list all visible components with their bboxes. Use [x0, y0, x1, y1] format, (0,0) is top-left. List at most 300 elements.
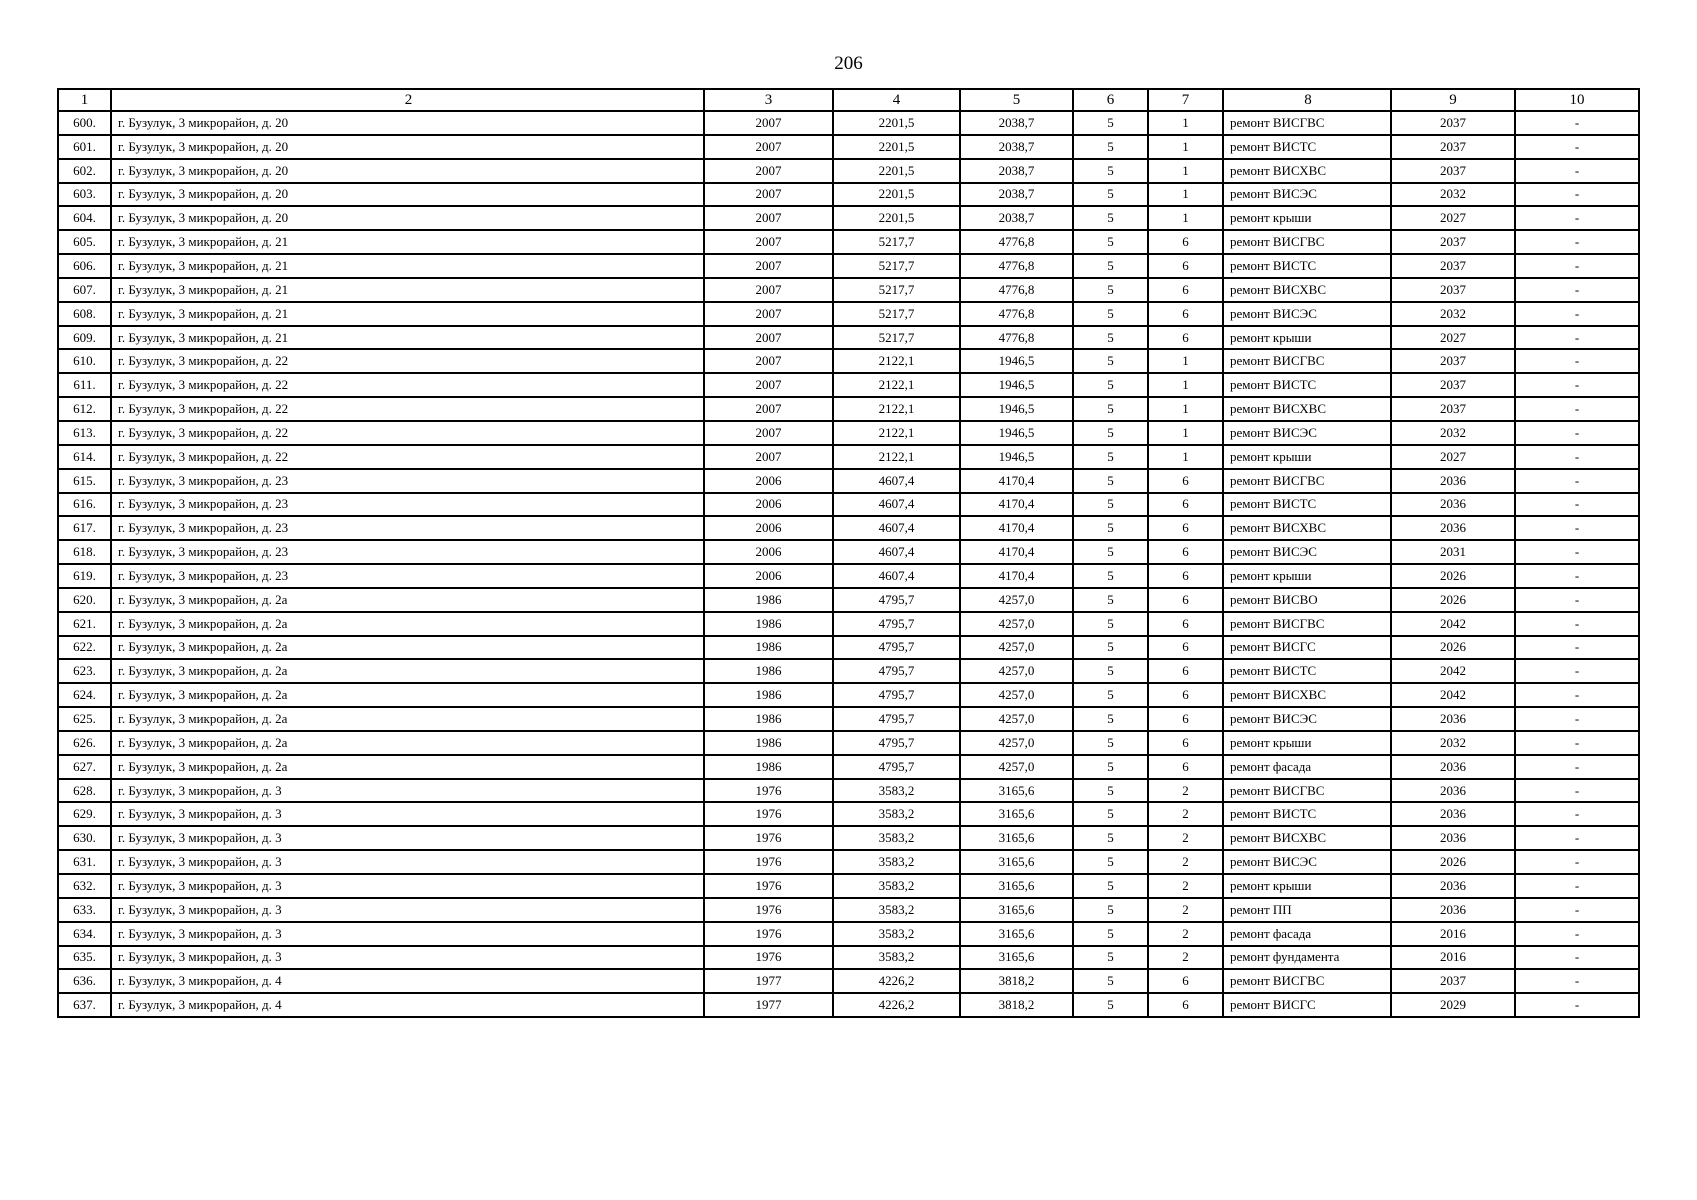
address-cell: г. Бузулук, 3 микрорайон, д. 3 [111, 874, 704, 898]
total-area-cell: 5217,7 [833, 278, 960, 302]
entrances-cell: 2 [1148, 850, 1223, 874]
living-area-cell: 4776,8 [960, 278, 1073, 302]
entrances-cell: 6 [1148, 707, 1223, 731]
note-cell: - [1515, 731, 1639, 755]
planned-year-cell: 2037 [1391, 111, 1515, 135]
table-row [58, 898, 1639, 922]
table-row [58, 922, 1639, 946]
entrances-cell: 6 [1148, 278, 1223, 302]
floors-cell: 5 [1073, 969, 1148, 993]
floors-cell: 5 [1073, 373, 1148, 397]
planned-year-cell: 2032 [1391, 183, 1515, 207]
living-area-cell: 1946,5 [960, 397, 1073, 421]
total-area-cell: 2122,1 [833, 445, 960, 469]
table-row [58, 540, 1639, 564]
floors-cell: 5 [1073, 421, 1148, 445]
work-type-cell: ремонт крыши [1223, 874, 1391, 898]
build-year-cell: 1986 [704, 731, 833, 755]
work-type-cell: ремонт ВИСЭС [1223, 850, 1391, 874]
total-area-cell: 5217,7 [833, 230, 960, 254]
total-area-cell: 2201,5 [833, 183, 960, 207]
build-year-cell: 2006 [704, 540, 833, 564]
floors-cell: 5 [1073, 874, 1148, 898]
note-cell: - [1515, 946, 1639, 970]
build-year-cell: 2006 [704, 564, 833, 588]
table-row [58, 564, 1639, 588]
table-row [58, 183, 1639, 207]
address-cell: г. Бузулук, 3 микрорайон, д. 23 [111, 493, 704, 517]
entrances-cell: 1 [1148, 397, 1223, 421]
living-area-cell: 4257,0 [960, 731, 1073, 755]
work-type-cell: ремонт ВИСТС [1223, 135, 1391, 159]
address-cell: г. Бузулук, 3 микрорайон, д. 3 [111, 898, 704, 922]
row-number-cell: 616. [58, 493, 111, 517]
planned-year-cell: 2036 [1391, 898, 1515, 922]
living-area-cell: 2038,7 [960, 159, 1073, 183]
row-number-cell: 624. [58, 683, 111, 707]
address-cell: г. Бузулук, 3 микрорайон, д. 22 [111, 397, 704, 421]
note-cell: - [1515, 254, 1639, 278]
build-year-cell: 2007 [704, 159, 833, 183]
work-type-cell: ремонт ВИСГВС [1223, 779, 1391, 803]
column-header: 1 [58, 89, 111, 111]
total-area-cell: 3583,2 [833, 922, 960, 946]
entrances-cell: 6 [1148, 254, 1223, 278]
row-number-cell: 632. [58, 874, 111, 898]
build-year-cell: 2006 [704, 493, 833, 517]
entrances-cell: 2 [1148, 874, 1223, 898]
work-type-cell: ремонт крыши [1223, 206, 1391, 230]
entrances-cell: 6 [1148, 731, 1223, 755]
row-number-cell: 625. [58, 707, 111, 731]
planned-year-cell: 2026 [1391, 588, 1515, 612]
living-area-cell: 2038,7 [960, 111, 1073, 135]
address-cell: г. Бузулук, 3 микрорайон, д. 3 [111, 922, 704, 946]
address-cell: г. Бузулук, 3 микрорайон, д. 22 [111, 373, 704, 397]
entrances-cell: 1 [1148, 183, 1223, 207]
build-year-cell: 2007 [704, 373, 833, 397]
total-area-cell: 2122,1 [833, 349, 960, 373]
entrances-cell: 1 [1148, 206, 1223, 230]
build-year-cell: 2007 [704, 421, 833, 445]
table-row [58, 326, 1639, 350]
address-cell: г. Бузулук, 3 микрорайон, д. 2а [111, 659, 704, 683]
entrances-cell: 6 [1148, 493, 1223, 517]
total-area-cell: 4795,7 [833, 612, 960, 636]
build-year-cell: 2007 [704, 183, 833, 207]
note-cell: - [1515, 326, 1639, 350]
living-area-cell: 3818,2 [960, 993, 1073, 1017]
living-area-cell: 1946,5 [960, 373, 1073, 397]
note-cell: - [1515, 540, 1639, 564]
build-year-cell: 1976 [704, 850, 833, 874]
address-cell: г. Бузулук, 3 микрорайон, д. 20 [111, 159, 704, 183]
row-number-cell: 602. [58, 159, 111, 183]
table-row [58, 612, 1639, 636]
work-type-cell: ремонт фасада [1223, 922, 1391, 946]
build-year-cell: 1986 [704, 707, 833, 731]
total-area-cell: 2122,1 [833, 373, 960, 397]
build-year-cell: 1977 [704, 969, 833, 993]
planned-year-cell: 2037 [1391, 254, 1515, 278]
floors-cell: 5 [1073, 588, 1148, 612]
floors-cell: 5 [1073, 183, 1148, 207]
row-number-cell: 615. [58, 469, 111, 493]
note-cell: - [1515, 421, 1639, 445]
address-cell: г. Бузулук, 3 микрорайон, д. 2а [111, 707, 704, 731]
row-number-cell: 626. [58, 731, 111, 755]
note-cell: - [1515, 159, 1639, 183]
note-cell: - [1515, 564, 1639, 588]
planned-year-cell: 2042 [1391, 683, 1515, 707]
work-type-cell: ремонт ВИСХВС [1223, 516, 1391, 540]
total-area-cell: 3583,2 [833, 946, 960, 970]
entrances-cell: 2 [1148, 779, 1223, 803]
build-year-cell: 1986 [704, 588, 833, 612]
table-row [58, 850, 1639, 874]
note-cell: - [1515, 707, 1639, 731]
work-type-cell: ремонт ВИСЭС [1223, 302, 1391, 326]
table-row [58, 993, 1639, 1017]
row-number-cell: 629. [58, 802, 111, 826]
planned-year-cell: 2032 [1391, 421, 1515, 445]
table-row [58, 969, 1639, 993]
table-row [58, 373, 1639, 397]
build-year-cell: 1986 [704, 659, 833, 683]
planned-year-cell: 2036 [1391, 755, 1515, 779]
build-year-cell: 2006 [704, 469, 833, 493]
work-type-cell: ремонт ВИСТС [1223, 493, 1391, 517]
column-header: 9 [1391, 89, 1515, 111]
floors-cell: 5 [1073, 397, 1148, 421]
note-cell: - [1515, 230, 1639, 254]
planned-year-cell: 2036 [1391, 469, 1515, 493]
note-cell: - [1515, 874, 1639, 898]
column-header: 8 [1223, 89, 1391, 111]
table-row [58, 588, 1639, 612]
note-cell: - [1515, 826, 1639, 850]
total-area-cell: 2201,5 [833, 111, 960, 135]
page-number: 206 [834, 53, 863, 74]
address-cell: г. Бузулук, 3 микрорайон, д. 3 [111, 826, 704, 850]
address-cell: г. Бузулук, 3 микрорайон, д. 22 [111, 349, 704, 373]
entrances-cell: 6 [1148, 516, 1223, 540]
living-area-cell: 3165,6 [960, 922, 1073, 946]
living-area-cell: 4776,8 [960, 326, 1073, 350]
build-year-cell: 1976 [704, 826, 833, 850]
total-area-cell: 3583,2 [833, 850, 960, 874]
total-area-cell: 4607,4 [833, 493, 960, 517]
floors-cell: 5 [1073, 445, 1148, 469]
row-number-cell: 623. [58, 659, 111, 683]
floors-cell: 5 [1073, 135, 1148, 159]
build-year-cell: 1976 [704, 946, 833, 970]
table-row [58, 135, 1639, 159]
total-area-cell: 2201,5 [833, 206, 960, 230]
address-cell: г. Бузулук, 3 микрорайон, д. 23 [111, 540, 704, 564]
column-header: 4 [833, 89, 960, 111]
living-area-cell: 4170,4 [960, 469, 1073, 493]
living-area-cell: 4257,0 [960, 612, 1073, 636]
work-type-cell: ремонт ПП [1223, 898, 1391, 922]
floors-cell: 5 [1073, 898, 1148, 922]
floors-cell: 5 [1073, 683, 1148, 707]
note-cell: - [1515, 636, 1639, 660]
entrances-cell: 6 [1148, 540, 1223, 564]
build-year-cell: 2007 [704, 445, 833, 469]
table-row [58, 802, 1639, 826]
floors-cell: 5 [1073, 826, 1148, 850]
table-row [58, 779, 1639, 803]
floors-cell: 5 [1073, 612, 1148, 636]
entrances-cell: 6 [1148, 564, 1223, 588]
work-type-cell: ремонт ВИСГВС [1223, 469, 1391, 493]
entrances-cell: 1 [1148, 159, 1223, 183]
row-number-cell: 609. [58, 326, 111, 350]
table-row [58, 206, 1639, 230]
table-header-row [58, 89, 1639, 111]
note-cell: - [1515, 922, 1639, 946]
table-row [58, 874, 1639, 898]
total-area-cell: 3583,2 [833, 802, 960, 826]
address-cell: г. Бузулук, 3 микрорайон, д. 4 [111, 969, 704, 993]
note-cell: - [1515, 659, 1639, 683]
column-header: 5 [960, 89, 1073, 111]
row-number-cell: 637. [58, 993, 111, 1017]
planned-year-cell: 2037 [1391, 135, 1515, 159]
build-year-cell: 1976 [704, 898, 833, 922]
planned-year-cell: 2037 [1391, 397, 1515, 421]
table-row [58, 683, 1639, 707]
note-cell: - [1515, 802, 1639, 826]
row-number-cell: 620. [58, 588, 111, 612]
address-cell: г. Бузулук, 3 микрорайон, д. 20 [111, 111, 704, 135]
table-row [58, 516, 1639, 540]
build-year-cell: 2007 [704, 254, 833, 278]
living-area-cell: 3165,6 [960, 898, 1073, 922]
build-year-cell: 2007 [704, 349, 833, 373]
work-type-cell: ремонт ВИСГС [1223, 636, 1391, 660]
total-area-cell: 4226,2 [833, 969, 960, 993]
living-area-cell: 4776,8 [960, 230, 1073, 254]
row-number-cell: 612. [58, 397, 111, 421]
planned-year-cell: 2037 [1391, 230, 1515, 254]
table-row [58, 469, 1639, 493]
planned-year-cell: 2036 [1391, 779, 1515, 803]
living-area-cell: 4257,0 [960, 659, 1073, 683]
living-area-cell: 4257,0 [960, 588, 1073, 612]
build-year-cell: 2007 [704, 397, 833, 421]
entrances-cell: 6 [1148, 469, 1223, 493]
work-type-cell: ремонт ВИСХВС [1223, 683, 1391, 707]
address-cell: г. Бузулук, 3 микрорайон, д. 3 [111, 802, 704, 826]
address-cell: г. Бузулук, 3 микрорайон, д. 2а [111, 636, 704, 660]
total-area-cell: 3583,2 [833, 826, 960, 850]
note-cell: - [1515, 683, 1639, 707]
planned-year-cell: 2026 [1391, 636, 1515, 660]
entrances-cell: 6 [1148, 755, 1223, 779]
floors-cell: 5 [1073, 278, 1148, 302]
build-year-cell: 1986 [704, 755, 833, 779]
note-cell: - [1515, 373, 1639, 397]
build-year-cell: 2007 [704, 206, 833, 230]
table-row [58, 493, 1639, 517]
floors-cell: 5 [1073, 731, 1148, 755]
planned-year-cell: 2029 [1391, 993, 1515, 1017]
work-type-cell: ремонт крыши [1223, 326, 1391, 350]
total-area-cell: 4607,4 [833, 564, 960, 588]
table-row [58, 636, 1639, 660]
row-number-cell: 634. [58, 922, 111, 946]
planned-year-cell: 2032 [1391, 302, 1515, 326]
planned-year-cell: 2036 [1391, 826, 1515, 850]
address-cell: г. Бузулук, 3 микрорайон, д. 2а [111, 683, 704, 707]
row-number-cell: 607. [58, 278, 111, 302]
total-area-cell: 4795,7 [833, 731, 960, 755]
living-area-cell: 4170,4 [960, 540, 1073, 564]
address-cell: г. Бузулук, 3 микрорайон, д. 21 [111, 278, 704, 302]
work-type-cell: ремонт ВИСВО [1223, 588, 1391, 612]
planned-year-cell: 2036 [1391, 874, 1515, 898]
work-type-cell: ремонт крыши [1223, 445, 1391, 469]
living-area-cell: 2038,7 [960, 183, 1073, 207]
total-area-cell: 5217,7 [833, 326, 960, 350]
total-area-cell: 5217,7 [833, 254, 960, 278]
total-area-cell: 4795,7 [833, 683, 960, 707]
floors-cell: 5 [1073, 326, 1148, 350]
note-cell: - [1515, 993, 1639, 1017]
work-type-cell: ремонт ВИСТС [1223, 659, 1391, 683]
work-type-cell: ремонт ВИСЭС [1223, 421, 1391, 445]
row-number-cell: 604. [58, 206, 111, 230]
floors-cell: 5 [1073, 254, 1148, 278]
living-area-cell: 3165,6 [960, 946, 1073, 970]
address-cell: г. Бузулук, 3 микрорайон, д. 23 [111, 469, 704, 493]
living-area-cell: 4170,4 [960, 516, 1073, 540]
build-year-cell: 1986 [704, 683, 833, 707]
work-type-cell: ремонт ВИСЭС [1223, 540, 1391, 564]
planned-year-cell: 2027 [1391, 326, 1515, 350]
address-cell: г. Бузулук, 3 микрорайон, д. 22 [111, 421, 704, 445]
entrances-cell: 2 [1148, 898, 1223, 922]
build-year-cell: 2007 [704, 230, 833, 254]
planned-year-cell: 2016 [1391, 922, 1515, 946]
row-number-cell: 622. [58, 636, 111, 660]
address-cell: г. Бузулук, 3 микрорайон, д. 20 [111, 206, 704, 230]
work-type-cell: ремонт ВИСТС [1223, 254, 1391, 278]
entrances-cell: 1 [1148, 445, 1223, 469]
planned-year-cell: 2036 [1391, 516, 1515, 540]
floors-cell: 5 [1073, 230, 1148, 254]
living-area-cell: 4257,0 [960, 683, 1073, 707]
note-cell: - [1515, 397, 1639, 421]
build-year-cell: 2007 [704, 326, 833, 350]
entrances-cell: 1 [1148, 421, 1223, 445]
address-cell: г. Бузулук, 3 микрорайон, д. 21 [111, 230, 704, 254]
living-area-cell: 2038,7 [960, 135, 1073, 159]
entrances-cell: 6 [1148, 969, 1223, 993]
note-cell: - [1515, 969, 1639, 993]
note-cell: - [1515, 135, 1639, 159]
table-row [58, 159, 1639, 183]
entrances-cell: 2 [1148, 802, 1223, 826]
table-row [58, 278, 1639, 302]
entrances-cell: 6 [1148, 993, 1223, 1017]
floors-cell: 5 [1073, 922, 1148, 946]
note-cell: - [1515, 588, 1639, 612]
planned-year-cell: 2032 [1391, 731, 1515, 755]
build-year-cell: 1986 [704, 612, 833, 636]
total-area-cell: 5217,7 [833, 302, 960, 326]
floors-cell: 5 [1073, 349, 1148, 373]
work-type-cell: ремонт ВИСЭС [1223, 707, 1391, 731]
floors-cell: 5 [1073, 946, 1148, 970]
entrances-cell: 6 [1148, 302, 1223, 326]
table-row [58, 111, 1639, 135]
planned-year-cell: 2037 [1391, 278, 1515, 302]
floors-cell: 5 [1073, 493, 1148, 517]
entrances-cell: 6 [1148, 230, 1223, 254]
table-row [58, 230, 1639, 254]
living-area-cell: 4170,4 [960, 493, 1073, 517]
entrances-cell: 2 [1148, 826, 1223, 850]
entrances-cell: 6 [1148, 326, 1223, 350]
living-area-cell: 3165,6 [960, 826, 1073, 850]
work-type-cell: ремонт ВИСЭС [1223, 183, 1391, 207]
work-type-cell: ремонт ВИСХВС [1223, 826, 1391, 850]
note-cell: - [1515, 755, 1639, 779]
planned-year-cell: 2042 [1391, 659, 1515, 683]
living-area-cell: 4257,0 [960, 755, 1073, 779]
total-area-cell: 2201,5 [833, 159, 960, 183]
planned-year-cell: 2037 [1391, 349, 1515, 373]
floors-cell: 5 [1073, 302, 1148, 326]
row-number-cell: 630. [58, 826, 111, 850]
table-row [58, 731, 1639, 755]
work-type-cell: ремонт фундамента [1223, 946, 1391, 970]
floors-cell: 5 [1073, 659, 1148, 683]
living-area-cell: 4257,0 [960, 707, 1073, 731]
total-area-cell: 4795,7 [833, 659, 960, 683]
table-row [58, 826, 1639, 850]
row-number-cell: 631. [58, 850, 111, 874]
note-cell: - [1515, 469, 1639, 493]
row-number-cell: 617. [58, 516, 111, 540]
entrances-cell: 6 [1148, 588, 1223, 612]
total-area-cell: 4226,2 [833, 993, 960, 1017]
floors-cell: 5 [1073, 755, 1148, 779]
address-cell: г. Бузулук, 3 микрорайон, д. 2а [111, 588, 704, 612]
work-type-cell: ремонт ВИСГС [1223, 993, 1391, 1017]
floors-cell: 5 [1073, 564, 1148, 588]
total-area-cell: 2122,1 [833, 421, 960, 445]
address-cell: г. Бузулук, 3 микрорайон, д. 20 [111, 135, 704, 159]
total-area-cell: 3583,2 [833, 874, 960, 898]
row-number-cell: 619. [58, 564, 111, 588]
work-type-cell: ремонт крыши [1223, 731, 1391, 755]
planned-year-cell: 2026 [1391, 850, 1515, 874]
table-body [58, 89, 1639, 1017]
table-row [58, 254, 1639, 278]
work-type-cell: ремонт ВИСХВС [1223, 159, 1391, 183]
living-area-cell: 1946,5 [960, 349, 1073, 373]
row-number-cell: 613. [58, 421, 111, 445]
table-row [58, 946, 1639, 970]
floors-cell: 5 [1073, 707, 1148, 731]
column-header: 2 [111, 89, 704, 111]
row-number-cell: 621. [58, 612, 111, 636]
entrances-cell: 1 [1148, 349, 1223, 373]
